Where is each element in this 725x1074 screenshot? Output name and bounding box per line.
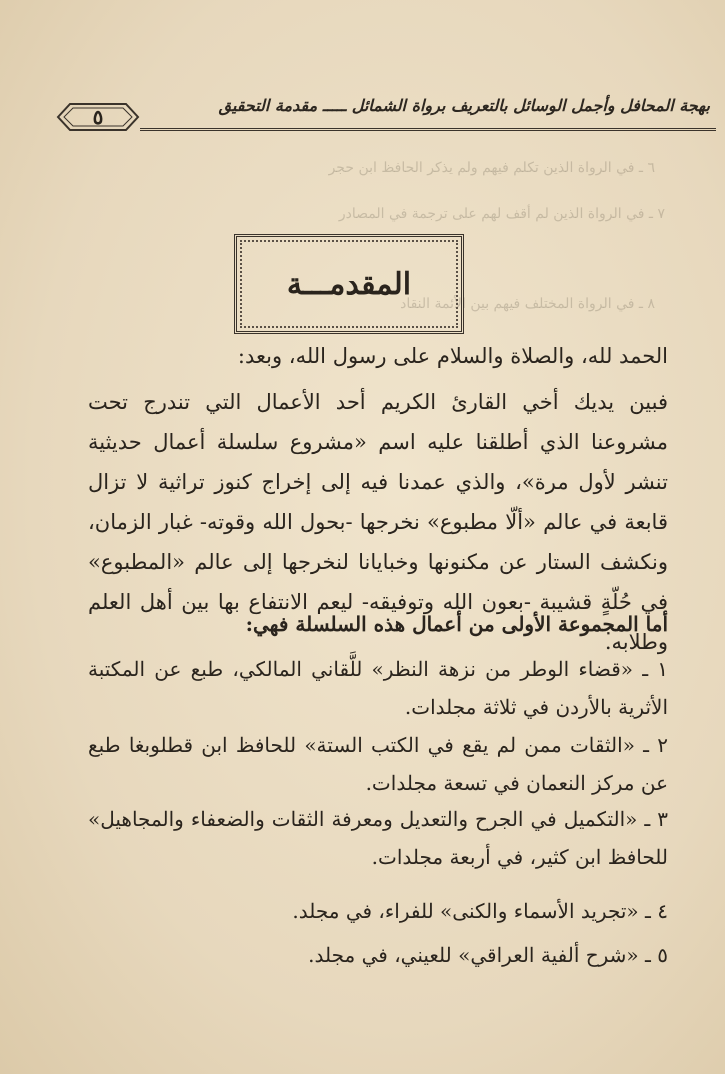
bleed-through-line: ٨ ـ في الرواة المختلف فيهم بين الأئمة النقاد bbox=[400, 296, 655, 312]
list-item: ١ ـ «قضاء الوطر من نزهة النظر» للَّقاني المالكي، طبع عن المكتبة الأثرية بالأردن في ثلاثة مجلدات. bbox=[88, 657, 668, 719]
list-item: ٣ ـ «التكميل في الجرح والتعديل ومعرفة الثقات والضعفاء والمجاهيل» للحافظ ابن كثير، في أربعة مجلدات. bbox=[88, 807, 668, 869]
series-intro: أما المجموعة الأولى من أعمال هذه السلسلة فهي: bbox=[245, 612, 668, 636]
section-title: المقدمـــة bbox=[286, 266, 412, 302]
bleed-through-line: ٧ ـ في الرواة الذين لم أقف لهم على ترجمة في المصادر bbox=[338, 206, 665, 222]
list-item: ٤ ـ «تجريد الأسماء والكنى» للفراء، في مجلد. bbox=[292, 899, 668, 923]
page-number: ٥ bbox=[92, 105, 104, 129]
opening-paragraph: الحمد لله، والصلاة والسلام على رسول الله، وبعد: bbox=[237, 344, 668, 368]
list-item: ٥ ـ «شرح ألفية العراقي» للعيني، في مجلد. bbox=[308, 943, 668, 967]
header-rule bbox=[140, 128, 716, 131]
running-header bbox=[56, 96, 716, 140]
intro-paragraph: فبين يديك أخي القارئ الكريم أحد الأعمال التي تندرج تحت مشروعنا الذي أطلقنا عليه اسم «مشروع سلسلة أعمال حديثية تنشر لأول مرة»، والذي عمدنا فيه إلى إخراج كنوز تراثية لا تزال قابعة في عالم «ألّا مطبوع» نخرجها -بحول الله وقوته- غبار الزمان، ونكشف الستار عن مكنونها وخبايانا لنخرجها إلى عالم «المطبوع» في حُلّةٍ قشيبة -بعون الله وتوفيقه- ليعم الانتفاع بها بين أهل العلم وطلابه. bbox=[88, 390, 668, 654]
running-title: بهجة المحافل وأجمل الوسائل بالتعريف برواة الشمائل ـــــ مقدمة التحقيق bbox=[218, 96, 710, 115]
title-frame bbox=[234, 234, 464, 334]
bleed-through-line: ٦ ـ في الرواة الذين تكلم فيهم ولم يذكر الحافظ ابن حجر bbox=[328, 160, 655, 176]
list-item: ٢ ـ «الثقات ممن لم يقع في الكتب الستة» للحافظ ابن قطلوبغا طبع عن مركز النعمان في تسعة مجلدات. bbox=[88, 733, 668, 795]
